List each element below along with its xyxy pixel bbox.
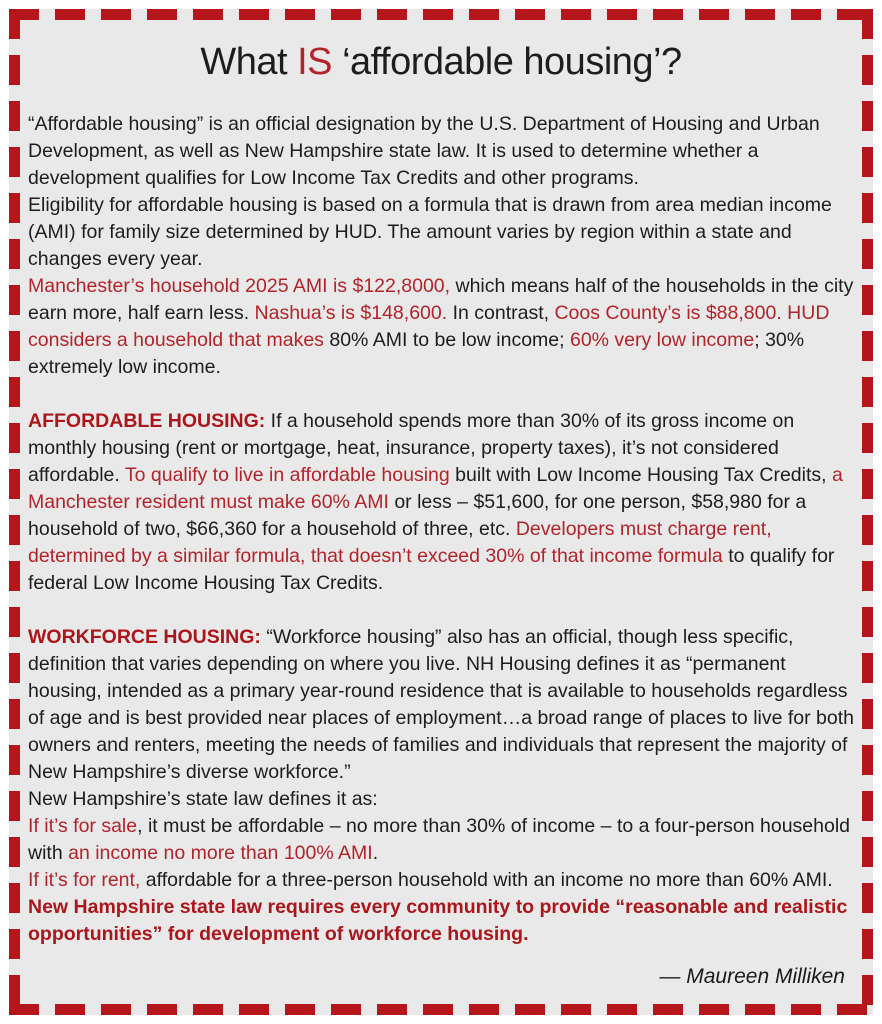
dashed-border-bottom xyxy=(9,1004,873,1015)
text-segment: “Workforce housing” also has an official, though less specific, definition that varies depending on where you live. NH Housing defines it as “permanent housing, intended as a primary year-round residence that is available to households regardless of age and is best provided near places of employment…a broad range of places to live for both owners and renters, meeting the needs of families and individuals that represent the majority of New Hampshire’s diverse workforce.” xyxy=(28,625,854,783)
text-segment: “Affordable housing” is an official designation by the U.S. Department of Housing and Urban Development, as well as New Hampshire state law. It is used to determine whether a development qualifies for Low Income Tax Credits and other programs. xyxy=(28,112,820,189)
text-segment: built with Low Income Housing Tax Credits, xyxy=(455,463,832,486)
dashed-border-left xyxy=(9,9,20,1015)
for-rent-rule xyxy=(28,867,854,894)
text-segment: IS xyxy=(297,41,333,83)
text-segment: an income no more than 100% AMI xyxy=(68,841,373,864)
eligibility-paragraph xyxy=(28,192,854,273)
body-text xyxy=(9,111,873,948)
text-segment: a Manchester resident must make 60% AMI xyxy=(28,463,843,513)
text-segment: 60% very low income xyxy=(569,328,755,351)
text-segment: If it’s for rent, xyxy=(28,868,141,891)
text-segment: New Hampshire state law requires every community to provide “reasonable and realistic opportunities” for development of workforce housing. xyxy=(28,895,848,945)
text-segment: Nashua’s is $148,600. xyxy=(254,301,448,324)
state-law-requirement xyxy=(28,894,854,948)
content-panel xyxy=(9,9,873,1015)
text-segment: If it’s for sale xyxy=(28,814,138,837)
text-segment: or less – $51,600, for one person, $58,980 for a household of two, $66,360 for a household of three, etc. xyxy=(28,490,807,540)
page-title xyxy=(23,41,859,85)
text-segment: Coos County’s is $88,800. HUD considers a household that makes xyxy=(28,301,830,351)
text-segment: ‘affordable housing’? xyxy=(332,41,682,83)
text-segment: Developers must charge rent, determined by a similar formula, that doesn’t exceed 30% of that income formula xyxy=(28,517,772,567)
text-segment: . xyxy=(372,841,379,864)
affordable-housing-definition xyxy=(28,408,854,597)
state-law-intro xyxy=(28,786,854,813)
text-segment: What xyxy=(200,41,298,83)
intro-paragraph xyxy=(28,111,854,192)
dashed-border-right xyxy=(862,9,873,1015)
text-segment: affordable for a three-person household with an income no more than 60% AMI. xyxy=(140,868,833,891)
text-segment: to qualify for federal Low Income Housing Tax Credits. xyxy=(28,544,835,594)
text-segment: 80% AMI to be low income; xyxy=(329,328,570,351)
text-segment: Manchester’s household 2025 AMI is $122,8000, xyxy=(28,274,451,297)
dashed-border-top xyxy=(9,9,873,20)
ami-figures-paragraph xyxy=(28,273,854,381)
workforce-housing-definition xyxy=(28,624,854,786)
text-segment: If a household spends more than 30% of its gross income on monthly housing (rent or mortgage, heat, insurance, property taxes), it’s not considered affordable. xyxy=(28,409,795,486)
text-segment: which means half of the households in the city earn more, half earn less. xyxy=(28,274,854,324)
text-segment: Eligibility for affordable housing is based on a formula that is drawn from area median income (AMI) for family size determined by HUD. The amount varies by region within a state and changes every year. xyxy=(28,193,832,270)
for-sale-rule xyxy=(28,813,854,867)
author-signature: — Maureen Milliken xyxy=(659,964,845,988)
text-segment: In contrast, xyxy=(447,301,555,324)
text-segment: To qualify to live in affordable housing xyxy=(124,463,456,486)
text-segment: , it must be affordable – no more than 30% of income – to a four-person household with xyxy=(28,814,851,864)
text-segment: ; 30% extremely low income. xyxy=(28,328,805,378)
text-segment: WORKFORCE HOUSING: xyxy=(28,625,261,648)
text-segment: AFFORDABLE HOUSING: xyxy=(28,409,266,432)
text-segment: New Hampshire’s state law defines it as: xyxy=(28,787,378,810)
